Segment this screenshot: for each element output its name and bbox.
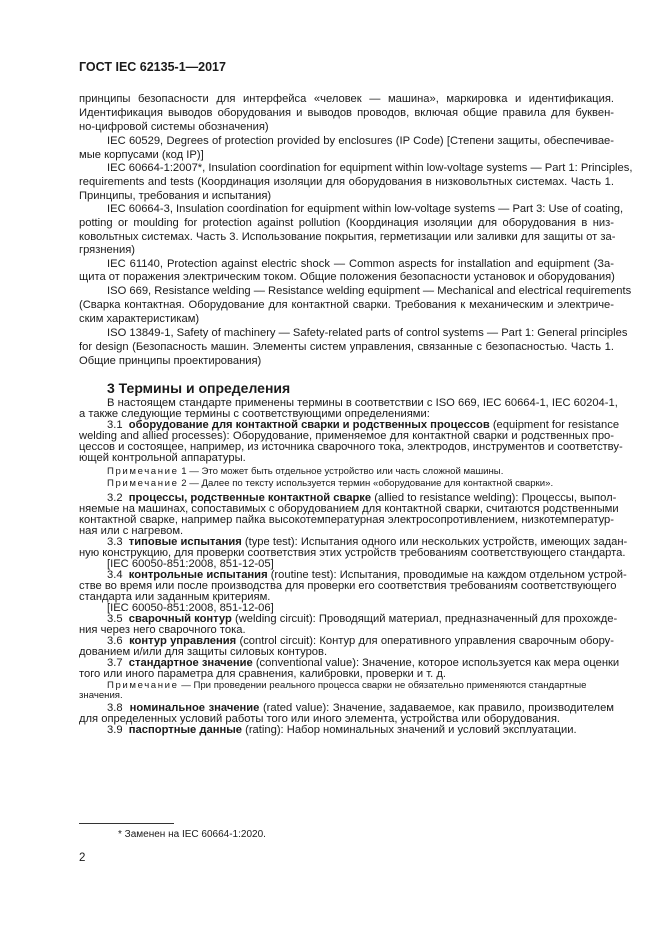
page-number: 2 — [79, 852, 86, 864]
term-text: (type test): Испытания одного или нескольких устройств, имеющих задан- — [241, 536, 628, 548]
note-label: Примечание — [107, 680, 179, 691]
section-title: 3 Термины и определения — [107, 380, 291, 396]
term-line: ная или с нагревом. — [79, 525, 184, 537]
term-number: 3.9 — [107, 724, 123, 736]
ref-line: for design (Безопасность машин. Элементы систем управления, связанные с безопасностью. Часть 1. — [79, 341, 614, 353]
term-line: ющей контрольной аппаратуры. — [79, 452, 246, 464]
term-name: стандартное значение — [128, 657, 253, 669]
term-number: 3.7 — [107, 657, 123, 669]
term-line: ния через него сварочного тока. — [79, 624, 246, 636]
ref-line: ISO 13849-1, Safety of machinery — Safety-related parts of control systems — Part 1: General principles — [107, 327, 628, 339]
term-text: (rated value): Значение, задаваемое, как правило, производителем — [259, 702, 614, 714]
note-2 — [107, 477, 614, 490]
term-reference: [IEC 60050-851:2008, 851-12-05] — [107, 558, 274, 570]
term-number: 3.1 — [107, 419, 123, 431]
ref-line: IEC 60664-1:2007*, Insulation coordination for equipment within low-voltage systems — Part 1: Principles, — [107, 162, 633, 174]
footnote: * Заменен на IEC 60664-1:2020. — [118, 829, 266, 840]
term-name: номинальное значение — [129, 702, 260, 714]
term-number: 3.4 — [107, 569, 123, 581]
term-number: 3.3 — [107, 536, 123, 548]
term-number: 3.2 — [107, 492, 123, 504]
note-label: Примечание — [107, 478, 179, 489]
note-text: — При проведении реального процесса сварки не обязательно применяются стандартные — [178, 680, 587, 691]
term-name: контрольные испытания — [128, 569, 268, 581]
term-line: контактной сварке, например пайка высокотемпературная электросопротивлением, низкотемператур- — [79, 514, 614, 526]
term-name: типовые испытания — [128, 536, 242, 548]
term-line: дованием и/или для защиты силовых контуров. — [79, 646, 328, 658]
term-text: (routine test): Испытания, проводимые на каждом отдельном устрой- — [267, 569, 627, 581]
ref-line: мые корпусами (код IP)] — [79, 149, 204, 161]
note-label: Примечание — [107, 466, 179, 477]
document-header: ГОСТ IEC 62135-1—2017 — [79, 60, 226, 74]
term-text: (welding circuit): Проводящий материал, предназначенный для прохожде- — [231, 613, 618, 625]
term-line: того или иного параметра для сравнения, калибровки, проверки и т. д. — [79, 668, 446, 680]
ref-line: potting or moulding for protection against pollution (Координация изоляции для оборудования в низ- — [79, 217, 614, 229]
intro-line: а также следующие термины с соответствующими определениями: — [79, 408, 430, 420]
term-name: паспортные данные — [128, 724, 242, 736]
ref-line: IEC 60529, Degrees of protection provided by enclosures (IP Code) [Степени защиты, обеспечивае- — [107, 135, 614, 147]
ref-line: Общие принципы проектирования) — [79, 355, 262, 367]
term-name: сварочный контур — [128, 613, 232, 625]
ref-line: щита от поражения электрическим током. Общие положения безопасности установок и оборудования) — [79, 271, 615, 283]
ref-line: но-цифровой системы обозначения) — [79, 121, 269, 133]
ref-line: requirements and tests (Координация изоляции для оборудования в низковольтных системах. Часть 1. — [79, 176, 614, 188]
footnote-rule — [79, 823, 174, 824]
note-3-continuation: значения. — [79, 690, 123, 701]
term-line: стве во время или после производства для проверки его соответствия требованиям соответствующего — [79, 580, 617, 592]
ref-line: ковольтных системах. Часть 3. Использование покрытия, герметизации или заливки для защиты от за- — [79, 231, 616, 243]
ref-line: IEC 61140, Protection against electric shock — Common aspects for installation and equipment (За- — [107, 258, 614, 270]
ref-line: (Сварка контактная. Оборудование для контактной сварки. Требования к механическим и электриче- — [79, 299, 614, 311]
term-text: (rating): Набор номинальных значений и условий эксплуатации. — [242, 724, 577, 736]
term-line: ную конструкцию, для проверки соответствия этих устройств требованиям соответствующего стандарта. — [79, 547, 626, 559]
ref-line: IEC 60664-3, Insulation coordination for equipment within low-voltage systems — Part 3: Use of coating, — [107, 203, 624, 215]
term-text: (equipment for resistance — [489, 419, 620, 431]
term-number: 3.6 — [107, 635, 123, 647]
note-text: 2 — Далее по тексту используется термин «оборудование для контактной сварки». — [178, 478, 554, 489]
ref-line: Принципы, требования и испытания) — [79, 190, 272, 202]
term-line: цессов и состоящее, например, из источника сварочного тока, электродов, инструментов и соответству- — [79, 441, 623, 453]
term-text: (allied to resistance welding): Процессы, выпол- — [371, 492, 617, 504]
term-3-9 — [79, 723, 614, 739]
term-line: для определенных условий работы того или иного элемента, устройства или оборудования. — [79, 713, 561, 725]
term-number: 3.5 — [107, 613, 123, 625]
term-line: welding and allied processes): Оборудование, применяемое для контактной сварки и родственных про- — [79, 430, 614, 442]
intro-line: В настоящем стандарте применены термины в соответствии с ISO 669, IEC 60664-1, IEC 60204-1, — [107, 397, 618, 409]
ref-line: грязнения) — [79, 244, 135, 256]
term-line: няемые на машинах, сопоставимых с оборудованием для контактной сварки, считаются родственными — [79, 503, 619, 515]
term-number: 3.8 — [107, 702, 123, 714]
term-text: (control circuit): Контур для оперативного управления сварочным обору- — [236, 635, 614, 647]
term-name: оборудование для контактной сварки и родственных процессов — [128, 419, 490, 431]
ref-line: принципы безопасности для интерфейса «человек — машина», маркировка и идентификация. — [79, 93, 614, 105]
term-name: процессы, родственные контактной сварке — [128, 492, 372, 504]
term-name: контур управления — [129, 635, 237, 647]
ref-line: ISO 669, Resistance welding — Resistance welding equipment — Mechanical and electrical requirements — [107, 285, 632, 297]
term-text: (conventional value): Значение, которое используется как мера оценки — [252, 657, 620, 669]
ref-line: Идентификация выводов оборудования и выводов проводов, включая общие правила для буквен- — [79, 107, 614, 119]
term-line: стандарта или заданным критериям. — [79, 591, 271, 603]
term-reference: [IEC 60050-851:2008, 851-12-06] — [107, 602, 274, 614]
note-text: 1 — Это может быть отдельное устройство или часть сложной машины. — [178, 466, 504, 477]
ref-line: ским характеристикам) — [79, 313, 200, 325]
